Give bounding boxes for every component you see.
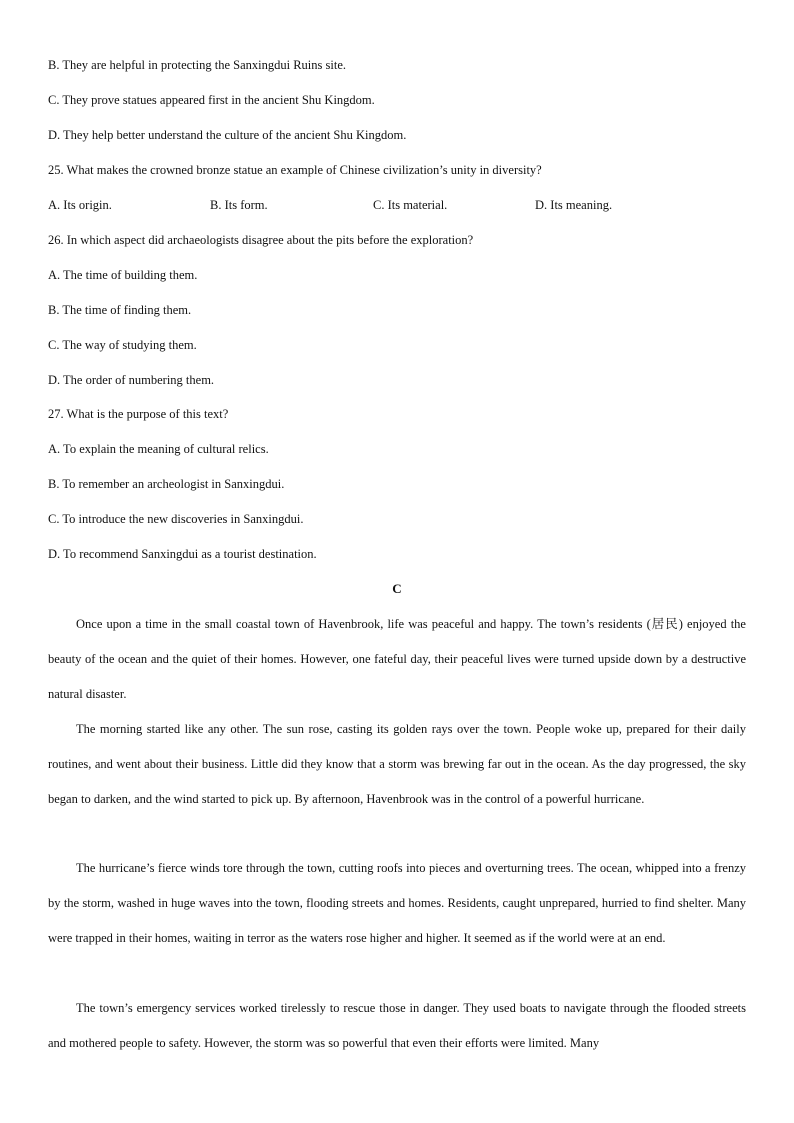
q25-option-a: A. Its origin. [48,198,112,212]
passage-paragraph: The morning started like any other. The sun rose, casting its golden rays over the town. People woke up, prepared for their daily routines, and went about their business. Little did they know that a storm was brewing far out in the ocean. As the day progressed, the sky began to darken, and the wind started to pick up. By afternoon, Havenbrook was in the control of a powerful hurricane. [48,722,746,806]
q26-option-a: A. The time of building them. [48,268,198,282]
q26-option-d: D. The order of numbering them. [48,373,215,387]
q26-stem: 26. In which aspect did archaeologists disagree about the pits before the exploration? [48,233,474,247]
q26-option-c: C. The way of studying them. [48,338,197,352]
q26-option-b: B. The time of finding them. [48,303,192,317]
q27-stem: 27. What is the purpose of this text? [48,407,229,421]
q25-option-b: B. Its form. [210,198,268,212]
q27-option-b: B. To remember an archeologist in Sanxingdui. [48,477,285,491]
q27-option-c: C. To introduce the new discoveries in Sanxingdui. [48,512,304,526]
q25-option-d: D. Its meaning. [535,198,613,212]
passage-heading: C [392,581,402,596]
passage-paragraph: Once upon a time in the small coastal town of Havenbrook, life was peaceful and happy. The town’s residents (居民) enjoyed the beauty of the ocean and the quiet of their homes. However, one fateful day, their peaceful lives were turned upside down by a destructive natural disaster. [48,617,746,701]
q25-stem: 25. What makes the crowned bronze statue an example of Chinese civilization’s unity in diversity? [48,163,542,177]
passage-paragraph: The town’s emergency services worked tirelessly to rescue those in danger. They used boats to navigate through the flooded streets and mothered people to safety. However, the storm was so powerful that even their efforts were limited. Many [48,1001,746,1050]
passage-paragraph: The hurricane’s fierce winds tore through the town, cutting roofs into pieces and overturning trees. The ocean, whipped into a frenzy by the storm, washed in huge waves into the town, flooding streets and homes. Residents, caught unprepared, hurried to find shelter. Many were trapped in their homes, waiting in terror as the waters rose higher and higher. It seemed as if the world were at an end. [48,861,746,945]
q27-option-a: A. To explain the meaning of cultural relics. [48,442,269,456]
q24-option-b: B. They are helpful in protecting the Sanxingdui Ruins site. [48,58,346,72]
q24-option-d: D. They help better understand the culture of the ancient Shu Kingdom. [48,128,407,142]
q27-option-d: D. To recommend Sanxingdui as a tourist destination. [48,547,317,561]
q24-option-c: C. They prove statues appeared first in the ancient Shu Kingdom. [48,93,375,107]
q25-option-c: C. Its material. [373,198,448,212]
